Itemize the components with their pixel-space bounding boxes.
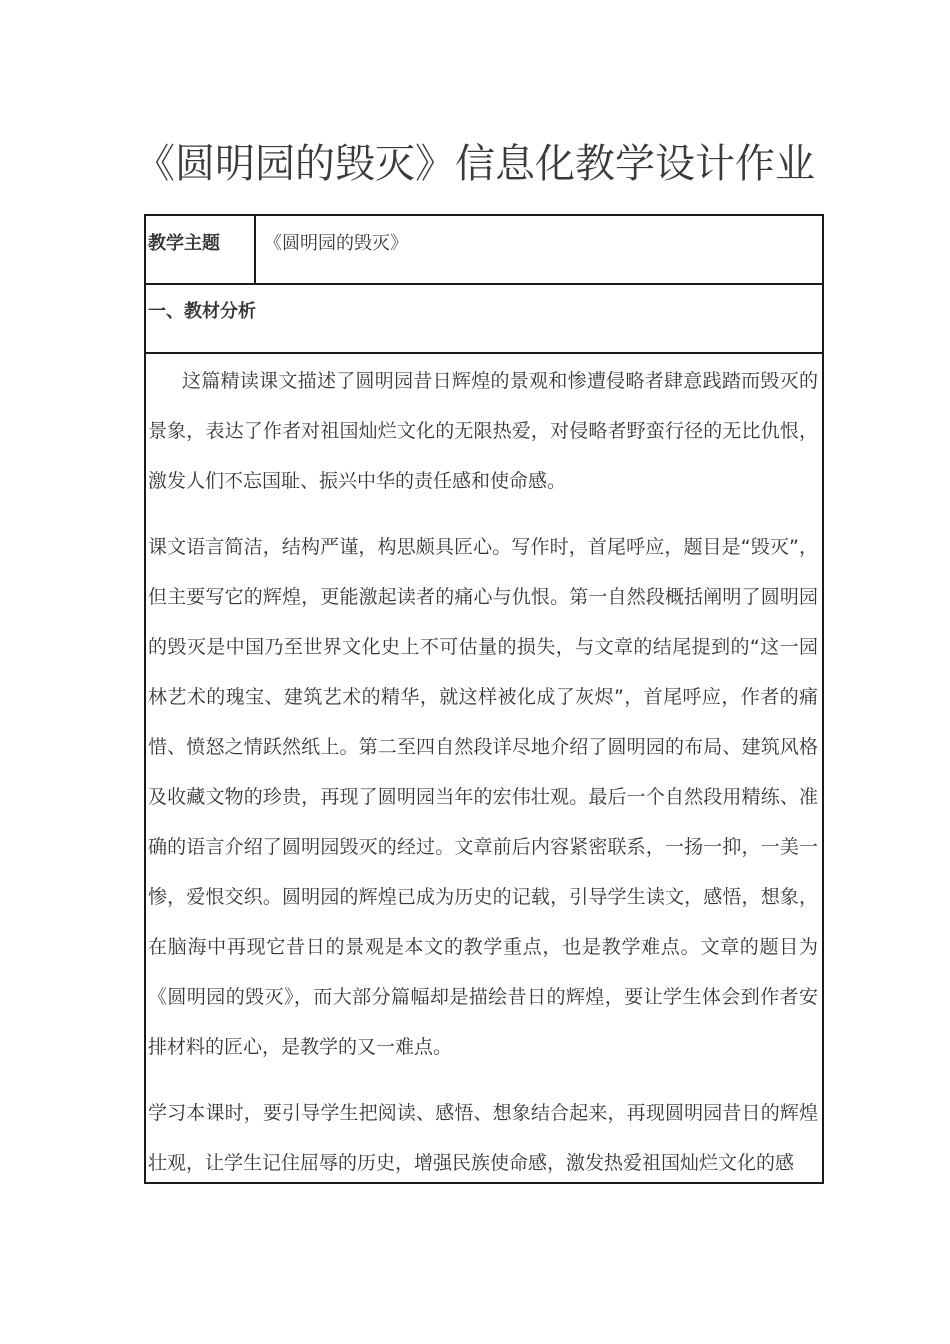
topic-value: 《圆明园的毁灭》 bbox=[264, 233, 408, 254]
analysis-paragraph-1: 这篇精读课文描述了圆明园昔日辉煌的景观和惨遭侵略者肆意践踏而毁灭的景象，表达了作者对祖国灿烂文化的无限热爱，对侵略者野蛮行径的无比仇恨，激发人们不忘国耻、振兴中华的责任感和使命感。 bbox=[148, 370, 818, 492]
analysis-paragraph-3: 学习本课时，要引导学生把阅读、感悟、想象结合起来，再现圆明园昔日的辉煌壮观，让学生记住屈辱的历史，增强民族使命感，激发热爱祖国灿烂文化的感 bbox=[148, 1102, 818, 1174]
topic-row bbox=[146, 216, 822, 285]
document-title: 《圆明园的毁灭》信息化教学设计作业 bbox=[135, 141, 815, 187]
section-heading: 一、教材分析 bbox=[148, 301, 256, 322]
textbook-analysis-body bbox=[146, 354, 822, 1184]
analysis-paragraph-2: 课文语言简洁，结构严谨，构思颇具匠心。写作时，首尾呼应，题目是“毁灭”，但主要写它的辉煌，更能激起读者的痛心与仇恨。第一自然段概括阐明了圆明园的毁灭是中国乃至世界文化史上不可估量的损失，与文章的结尾提到的“这一园林艺术的瑰宝、建筑艺术的精华，就这样被化成了灰烬”，首尾呼应，作者的痛惜、愤怒之情跃然纸上。第二至四自然段详尽地介绍了圆明园的布局、建筑风格及收藏文物的珍贵，再现了圆明园当年的宏伟壮观。最后一个自然段用精练、准确的语言介绍了圆明园毁灭的经过。文章前后内容紧密联系，一扬一抑，一美一惨，爱恨交织。圆明园的辉煌已成为历史的记载，引导学生读文，感悟，想象，在脑海中再现它昔日的景观是本文的教学重点，也是教学难点。文章的题目为《圆明园的毁灭》，而大部分篇幅却是描绘昔日的辉煌，要让学生体会到作者安排材料的匠心，是教学的又一难点。 bbox=[148, 536, 818, 1058]
section-heading-row bbox=[146, 285, 822, 354]
lesson-design-table bbox=[144, 214, 824, 1184]
topic-label: 教学主题 bbox=[146, 216, 256, 283]
